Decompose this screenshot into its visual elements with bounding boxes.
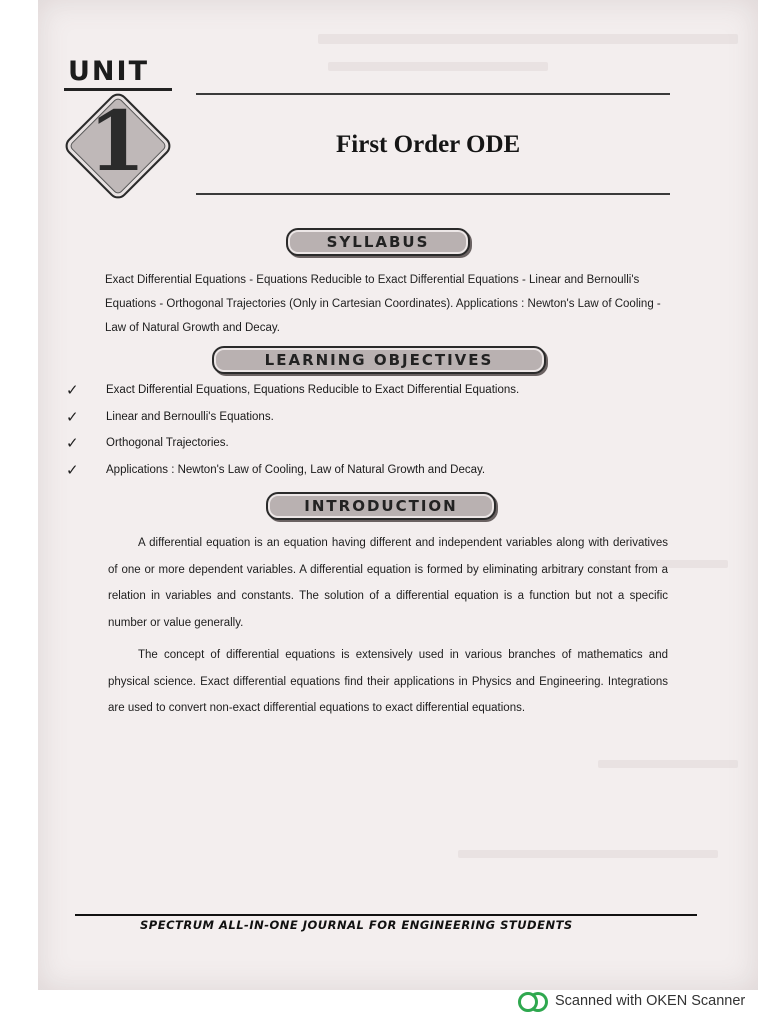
scanner-watermark [518, 990, 745, 1012]
introduction-heading: INTRODUCTION [266, 492, 496, 520]
syllabus-text: Exact Differential Equations - Equations Reducible to Exact Differential Equations - Linear and Bernoulli's Equations - Orthogonal Trajectories (Only in Cartesian Coordinates). Applications : Newton's Law of Cooling - Law of Natural Growth and Decay. [105, 274, 661, 334]
objective-item [66, 457, 666, 484]
objective-text: Linear and Bernoulli's Equations. [106, 410, 274, 423]
checkmark-icon: ✓ [66, 381, 79, 399]
learning-objectives-heading: LEARNING OBJECTIVES [212, 346, 546, 374]
title-rule-top [196, 93, 670, 95]
unit-underline [64, 88, 172, 91]
bleed-through-mark [598, 760, 738, 768]
checkmark-icon: ✓ [66, 407, 79, 426]
paragraph-text: The concept of differential equations is extensively used in various branches of mathematics and physical science. Exact differential equations find their applications in Physics and Engineering. Integrations are used to convert non-exact differential equations to exact differential equations. [108, 649, 668, 714]
scanner-text: Scanned with OKEN Scanner [555, 993, 746, 1009]
objectives-list [66, 377, 666, 483]
objective-item [66, 430, 666, 457]
paragraph-text: A differential equation is an equation having different and independent variables along with derivatives of one or more dependent variables. A differential equation is formed by eliminating arbitrary constant from a relation in variables and constants. The solution of a differential equation is a function but not a specific number or value generally. [108, 537, 668, 629]
introduction-paragraph-2 [108, 642, 668, 722]
bleed-through-mark [318, 34, 738, 44]
objective-text: Applications : Newton's Law of Cooling, Law of Natural Growth and Decay. [106, 463, 486, 476]
objective-text: Orthogonal Trajectories. [106, 437, 229, 449]
title-rule-bottom [196, 193, 670, 195]
unit-number: 1 [88, 94, 146, 190]
bleed-through-mark [458, 850, 718, 858]
bleed-through-mark [328, 62, 548, 71]
journal-footer: SPECTRUM ALL-IN-ONE JOURNAL FOR ENGINEERING STUDENTS [140, 918, 573, 932]
scanner-logo-icon [518, 991, 548, 1011]
footer-rule [75, 914, 697, 916]
objective-item [66, 404, 666, 431]
checkmark-icon: ✓ [66, 460, 79, 479]
chapter-title: First Order ODE [336, 131, 521, 158]
objective-item [66, 377, 666, 404]
checkmark-icon: ✓ [66, 434, 79, 452]
objective-text: Exact Differential Equations, Equations Reducible to Exact Differential Equations. [106, 384, 520, 396]
unit-label: UNIT [68, 56, 149, 87]
introduction-paragraph-1 [108, 530, 668, 636]
syllabus-heading: SYLLABUS [286, 228, 470, 256]
